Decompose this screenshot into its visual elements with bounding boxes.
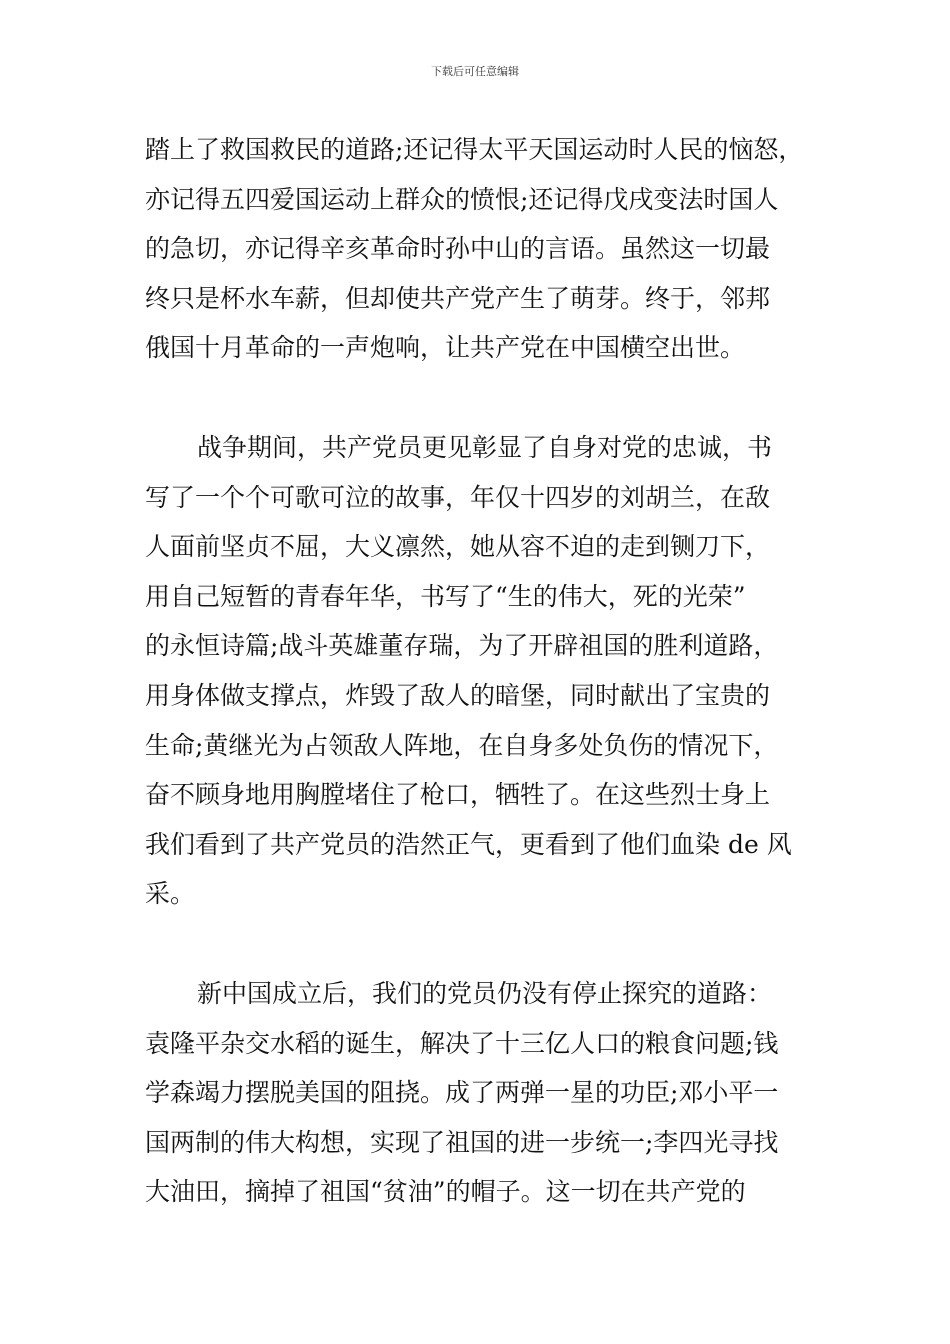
paragraph-3-line-5: 大油田，摘掉了祖国“贫油”的帽子。这一切在共产党的 <box>145 1177 746 1206</box>
paragraph-2-line-10: 采。 <box>145 879 196 908</box>
paragraph-2-line-2: 写了一个个可歌可泣的故事，年仅十四岁的刘胡兰，在敌 <box>145 483 771 512</box>
paragraph-2-line-3: 人面前坚贞不屈，大义凛然，她从容不迫的走到铡刀下， <box>145 532 771 561</box>
page-header: 下载后可任意编辑 <box>431 65 519 78</box>
paragraph-3-line-2: 袁隆平杂交水稻的诞生，解决了十三亿人口的粮食问题;钱 <box>145 1029 779 1058</box>
paragraph-1-line-5: 俄国十月革命的一声炮响，让共产党在中国横空出世。 <box>145 333 746 362</box>
paragraph-1-line-1: 踏上了救国救民的道路;还记得太平天国运动时人民的恼怒， <box>145 135 804 164</box>
paragraph-2-line-4: 用自己短暂的青春年华，书写了“生的伟大，死的光荣” <box>145 582 746 611</box>
paragraph-2-line-5: 的永恒诗篇;战斗英雄董存瑞，为了开辟祖国的胜利道路， <box>145 631 779 660</box>
paragraph-3-line-3: 学森竭力摆脱美国的阻挠。成了两弹一星的功臣;邓小平一 <box>145 1078 779 1107</box>
paragraph-2-line-9: 我们看到了共产党员的浩然正气，更看到了他们血染 de 风 <box>145 830 792 859</box>
paragraph-3-line-4: 国两制的伟大构想，实现了祖国的进一步统一;李四光寻找 <box>145 1128 779 1157</box>
paragraph-2-line-6: 用身体做支撑点，炸毁了敌人的暗堡，同时献出了宝贵的 <box>145 681 771 710</box>
paragraph-1-line-2: 亦记得五四爱国运动上群众的愤恨;还记得戊戌变法时国人 <box>145 185 779 214</box>
paragraph-1-line-4: 终只是杯水车薪，但却使共产党产生了萌芽。终于，邻邦 <box>145 284 771 313</box>
paragraph-2-line-1: 战争期间，共产党员更见彰显了自身对党的忠诚，书 <box>197 433 773 462</box>
paragraph-1-line-3: 的急切，亦记得辛亥革命时孙中山的言语。虽然这一切最 <box>145 234 771 263</box>
paragraph-3-line-1: 新中国成立后，我们的党员仍没有停止探究的道路： <box>197 979 773 1008</box>
paragraph-2-line-7: 生命;黄继光为占领敌人阵地，在自身多处负伤的情况下， <box>145 731 779 760</box>
paragraph-2-line-8: 奋不顾身地用胸膛堵住了枪口，牺牲了。在这些烈士身上 <box>145 780 771 809</box>
